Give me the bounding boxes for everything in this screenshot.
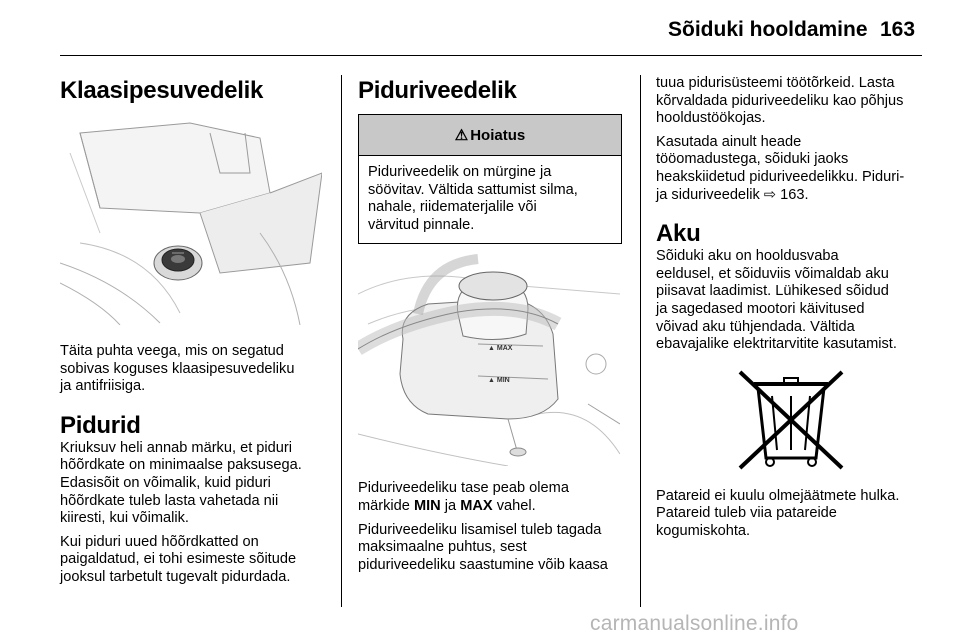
text-line: hooldustöökojas. xyxy=(656,110,766,127)
text-line: nahale, riidematerjalile või xyxy=(368,199,537,216)
text-line: Kui piduri uued hõõrdkatted on xyxy=(60,533,259,550)
text-line: ebavajalike elektritarvitite kasutamist. xyxy=(656,336,897,353)
text-line: Täita puhta veega, mis on segatud xyxy=(60,343,284,359)
text-line: kiiresti, kui võimalik. xyxy=(60,510,189,527)
text-line: Piduriveedeliku tase peab olema xyxy=(358,480,569,497)
text-line xyxy=(656,187,926,205)
text-line: Piduriveedelik on mürgine ja xyxy=(368,164,552,180)
section-heading-washer-fluid: Klaasipesuvedelik xyxy=(60,77,264,104)
text-run: vahel. xyxy=(492,497,536,514)
text-line: tööomadustega, sõiduki jaoks xyxy=(656,151,849,168)
text-line: sobivas koguses klaasipesuvedeliku xyxy=(60,360,295,377)
text-line: kõrvaldada piduriveedeliku kao põhjus xyxy=(656,92,904,109)
text-line: võivad aku tühjendada. Vältida xyxy=(656,318,855,335)
max-mark-label: MAX xyxy=(460,497,493,514)
text-run: ja xyxy=(440,497,461,514)
warning-body xyxy=(359,156,621,243)
text-line: Patareid ei kuulu olmejäätmete hulka. xyxy=(656,487,900,504)
text-line: söövitav. Vältida sattumist silma, xyxy=(368,181,578,198)
text-line: eeldusel, et sõiduviis võimaldab aku xyxy=(656,265,889,282)
text-line: paigaldatud, ei tohi esimeste sõitude xyxy=(60,551,297,568)
text-line: hõõrdkate on minimaalse paksusega. xyxy=(60,457,302,474)
text-line xyxy=(358,498,622,516)
header-rule xyxy=(60,55,922,56)
text-line: tuua pidurisüsteemi töötõrkeid. Lasta xyxy=(656,75,895,91)
svg-text:▲ MIN: ▲ MIN xyxy=(488,377,510,385)
text-line: ja sagedased mootori käivitused xyxy=(656,300,865,317)
text-line: hõõrdkate tuleb lasta vahetada nii xyxy=(60,492,279,509)
text-line: kogumiskohta. xyxy=(656,522,751,539)
text-line: heakskiidetud piduriveedelikku. Piduri- xyxy=(656,168,905,185)
warning-header xyxy=(359,115,621,156)
warning-title: Hoiatus xyxy=(470,126,526,144)
section-heading-brake-fluid: Piduriveedelik xyxy=(358,77,517,104)
watermark: carmanualsonline.info xyxy=(590,612,799,635)
text-line: piisavat laadimist. Lühikesed sõidud xyxy=(656,283,889,300)
column-1 xyxy=(60,75,322,587)
text-line: Kriuksuv heli annab märku, et piduri xyxy=(60,439,292,456)
text-line: Edasisõit on võimalik, kuid piduri xyxy=(60,474,271,491)
column-rule-1 xyxy=(341,75,342,607)
header-title: Sõiduki hooldamine xyxy=(668,18,868,41)
text-line: Kasutada ainult heade xyxy=(656,133,802,150)
text-run: märkide xyxy=(358,497,414,514)
text-line: värvitud pinnale. xyxy=(368,216,475,233)
page-reference[interactable]: 163. xyxy=(776,186,809,203)
min-mark-label: MIN xyxy=(413,497,441,514)
crossed-out-bin-icon xyxy=(656,368,926,472)
warning-triangle-icon: ⚠ xyxy=(454,127,469,144)
text-line: ja antifriisiga. xyxy=(60,378,146,395)
text-line: piduriveedeliku saastumine võib kaasa xyxy=(358,556,608,573)
column-2 xyxy=(358,75,622,574)
column-3 xyxy=(656,75,926,541)
page-number: 163 xyxy=(880,18,916,41)
text-line: maksimaalne puhtus, sest xyxy=(358,539,527,556)
section-heading-brakes: Pidurid xyxy=(60,411,141,439)
washer-reservoir-illustration xyxy=(60,113,322,325)
text-run: ja siduriveedelik xyxy=(656,186,764,203)
page-reference-arrow-icon[interactable]: ⇨ xyxy=(763,186,777,203)
section-heading-battery: Aku xyxy=(656,220,701,248)
brake-fluid-reservoir-illustration xyxy=(358,254,620,466)
svg-text:▲ MAX: ▲ MAX xyxy=(488,345,513,353)
text-line: jooksul tarbetult tugevalt pidurdada. xyxy=(60,568,291,585)
text-line: Sõiduki aku on hooldusvaba xyxy=(656,248,839,265)
text-line: Patareid tuleb viia patareide xyxy=(656,505,837,522)
warning-box xyxy=(358,114,622,244)
text-line: Piduriveedeliku lisamisel tuleb tagada xyxy=(358,521,602,538)
column-rule-2 xyxy=(640,75,641,607)
